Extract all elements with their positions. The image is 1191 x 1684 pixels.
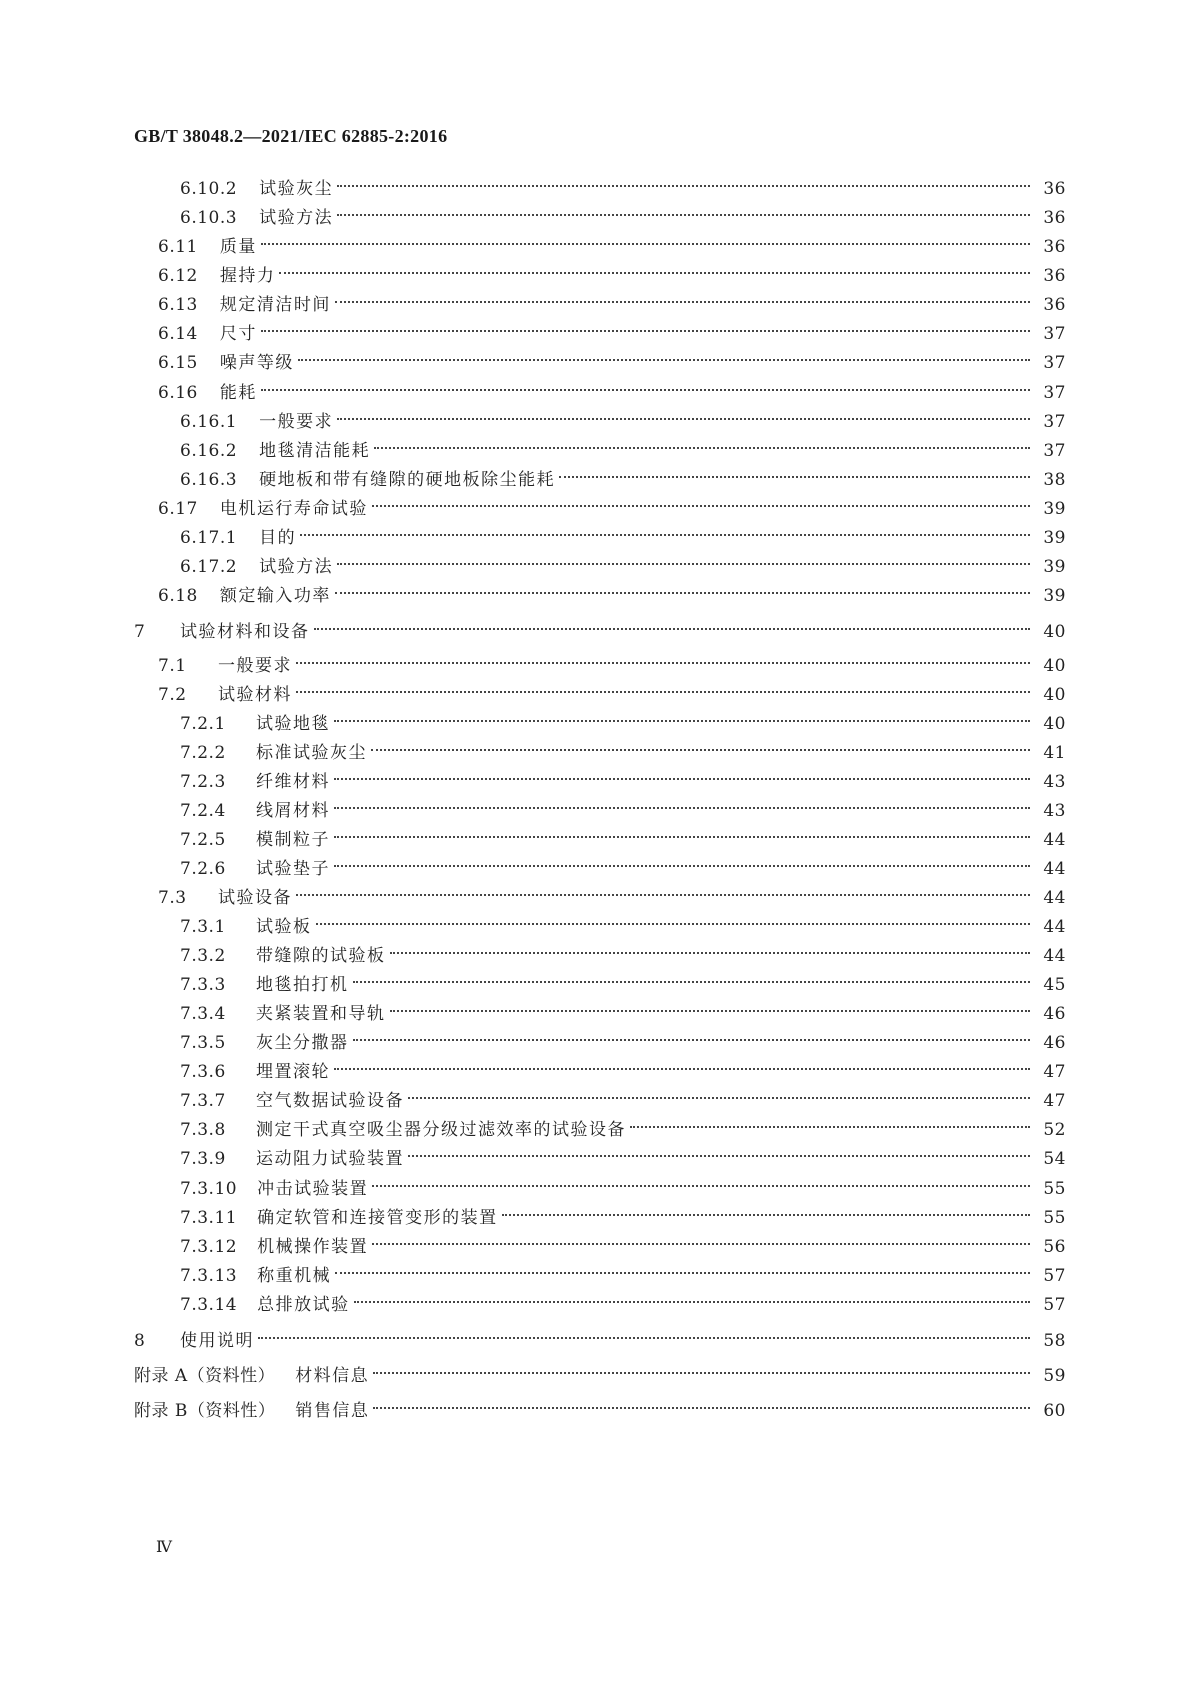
toc-entry-number: 7.3.8 (180, 1120, 226, 1140)
toc-entry[interactable] (180, 430, 1066, 461)
toc-entry-title: 材料信息 (295, 1366, 370, 1386)
toc-entry-leader-dots (261, 313, 1030, 339)
toc-entry-title: 模制粒子 (256, 830, 330, 850)
toc-entry[interactable] (180, 703, 1066, 734)
toc-entry-page: 40 (1043, 714, 1066, 734)
toc-entry-title: 空气数据试验设备 (256, 1091, 404, 1111)
toc-entry[interactable] (158, 645, 1066, 676)
toc-entry-title: 地毯清洁能耗 (259, 441, 371, 461)
toc-entry-page: 36 (1043, 295, 1066, 315)
toc-entry-page: 38 (1043, 470, 1066, 490)
toc-entry-leader-dots (258, 1320, 1030, 1346)
toc-entry-leader-dots (334, 790, 1030, 816)
toc-entry-title: 夹紧装置和导轨 (256, 1004, 386, 1024)
toc-entry[interactable] (180, 1138, 1066, 1169)
toc-entry-title: 灰尘分撒器 (256, 1033, 349, 1053)
toc-entry-title: 确定软管和连接管变形的装置 (257, 1208, 498, 1228)
toc-entry-page: 60 (1043, 1401, 1066, 1421)
toc-entry-page: 36 (1043, 237, 1066, 257)
toc-entry-number: 7.3.1 (180, 917, 226, 937)
toc-entry-number: 6.18 (158, 586, 198, 606)
toc-entry-title: 试验方法 (259, 208, 334, 228)
toc-entry-number: 6.16 (158, 383, 198, 403)
toc-entry-leader-dots (296, 674, 1030, 700)
toc-entry[interactable] (158, 226, 1066, 257)
toc-entry-leader-dots (408, 1138, 1030, 1164)
toc-entry-title: 试验材料和设备 (180, 622, 310, 642)
toc-entry-leader-dots (337, 546, 1030, 572)
toc-entry-title: 噪声等级 (219, 353, 294, 373)
toc-entry[interactable] (180, 401, 1066, 432)
toc-entry-page: 44 (1043, 859, 1066, 879)
toc-entry-page: 45 (1043, 975, 1066, 995)
toc-entry-title: 目的 (259, 528, 297, 548)
toc-entry-leader-dots (335, 1255, 1030, 1281)
toc-entry-number: 7.3.13 (180, 1266, 238, 1286)
toc-entry-page: 40 (1043, 685, 1066, 705)
toc-entry[interactable] (180, 819, 1066, 850)
toc-entry-title: 销售信息 (295, 1401, 370, 1421)
toc-entry-page: 52 (1043, 1120, 1066, 1140)
toc-entry-page: 43 (1043, 801, 1066, 821)
toc-entry-page: 44 (1043, 830, 1066, 850)
toc-entry-title: 试验设备 (218, 888, 292, 908)
toc-entry[interactable] (180, 1197, 1066, 1228)
toc-entry-page: 37 (1043, 383, 1066, 403)
standard-code-header: GB/T 38048.2—2021/IEC 62885-2:2016 (134, 126, 448, 146)
toc-entry[interactable] (158, 284, 1066, 315)
toc-entry[interactable] (180, 906, 1066, 937)
toc-entry-page: 44 (1043, 946, 1066, 966)
toc-entry-title: 埋置滚轮 (256, 1062, 330, 1082)
toc-entry-number: 7.2.1 (180, 714, 226, 734)
toc-entry-number: 6.17 (158, 499, 198, 519)
toc-entry-page: 37 (1043, 412, 1066, 432)
toc-entry-page: 47 (1043, 1062, 1066, 1082)
toc-entry-leader-dots (390, 935, 1031, 961)
toc-entry-page: 37 (1043, 353, 1066, 373)
toc-entry-page: 39 (1043, 499, 1066, 519)
toc-entry-leader-dots (630, 1109, 1030, 1135)
toc-entry-page: 36 (1043, 179, 1066, 199)
toc-entry-number: 7.3 (158, 888, 187, 908)
toc-entry-title: 运动阻力试验装置 (256, 1149, 404, 1169)
toc-entry-leader-dots (390, 993, 1031, 1019)
toc-entry[interactable] (158, 313, 1066, 344)
toc-entry-page: 56 (1043, 1237, 1066, 1257)
toc-entry-number: 6.14 (158, 324, 198, 344)
toc-entry-number: 6.15 (158, 353, 198, 373)
toc-entry[interactable] (180, 761, 1066, 792)
toc-entry-title: 一般要求 (218, 656, 292, 676)
toc-entry-leader-dots (296, 877, 1030, 903)
toc-entry-title: 额定输入功率 (219, 586, 331, 606)
toc-entry-leader-dots (298, 342, 1030, 368)
toc-entry-number: 8 (134, 1331, 146, 1351)
toc-entry[interactable] (134, 611, 1066, 642)
toc-entry-title: 试验材料 (218, 685, 292, 705)
toc-entry-leader-dots (261, 226, 1030, 252)
toc-entry-number: 7.3.14 (180, 1295, 238, 1315)
toc-entry-title: 总排放试验 (257, 1295, 350, 1315)
toc-entry-title: 电机运行寿命试验 (219, 499, 368, 519)
toc-entry-page: 36 (1043, 208, 1066, 228)
toc-entry-leader-dots (372, 1168, 1030, 1194)
toc-entry-title: 规定清洁时间 (219, 295, 331, 315)
toc-entry-page: 55 (1043, 1208, 1066, 1228)
toc-entry-page: 40 (1043, 656, 1066, 676)
toc-entry-leader-dots (279, 255, 1030, 281)
toc-entry-number: 7.2.3 (180, 772, 226, 792)
toc-entry[interactable] (180, 168, 1066, 199)
toc-entry-page: 55 (1043, 1179, 1066, 1199)
toc-entry-page: 58 (1043, 1331, 1066, 1351)
toc-entry-title: 试验灰尘 (259, 179, 334, 199)
toc-entry-leader-dots (353, 964, 1031, 990)
toc-entry[interactable] (180, 848, 1066, 879)
toc-entry-page: 37 (1043, 441, 1066, 461)
toc-entry-page: 41 (1043, 743, 1066, 763)
toc-entry-leader-dots (372, 488, 1030, 514)
toc-entry-number: 7.3.5 (180, 1033, 226, 1053)
toc-entry-number: 附录 A（资料性） (134, 1366, 276, 1386)
toc-entry[interactable] (134, 1320, 1066, 1351)
toc-entry[interactable] (180, 1109, 1066, 1140)
toc-entry-leader-dots (316, 906, 1031, 932)
toc-entry[interactable] (180, 1022, 1066, 1053)
toc-entry-leader-dots (337, 168, 1030, 194)
toc-entry-number: 6.17.1 (180, 528, 238, 548)
toc-entry-title: 质量 (219, 237, 257, 257)
toc-entry-title: 试验地毯 (256, 714, 330, 734)
toc-entry[interactable] (180, 993, 1066, 1024)
toc-entry-number: 7.2.4 (180, 801, 226, 821)
toc-entry-number: 7 (134, 622, 146, 642)
toc-entry-leader-dots (353, 1022, 1031, 1048)
toc-entry-leader-dots (559, 459, 1030, 485)
toc-entry-number: 7.3.4 (180, 1004, 226, 1024)
toc-entry-page: 39 (1043, 528, 1066, 548)
toc-entry-title: 试验方法 (259, 557, 334, 577)
toc-entry-leader-dots (374, 430, 1030, 456)
toc-entry-number: 7.3.11 (180, 1208, 238, 1228)
toc-entry-title: 线屑材料 (256, 801, 330, 821)
toc-entry-number: 7.3.7 (180, 1091, 226, 1111)
toc-entry[interactable] (180, 1168, 1066, 1199)
toc-entry-number: 7.3.2 (180, 946, 226, 966)
toc-entry-title: 使用说明 (180, 1331, 254, 1351)
toc-entry-page: 37 (1043, 324, 1066, 344)
toc-entry[interactable] (158, 575, 1066, 606)
toc-entry[interactable] (180, 732, 1066, 763)
toc-entry-number: 6.17.2 (180, 557, 238, 577)
toc-entry-number: 7.1 (158, 656, 187, 676)
toc-entry-number: 6.16.3 (180, 470, 238, 490)
toc-entry-leader-dots (373, 1390, 1030, 1416)
toc-entry-number: 6.10.2 (180, 179, 238, 199)
page-number: Ⅳ (156, 1539, 172, 1556)
toc-entry-leader-dots (372, 1226, 1030, 1252)
toc-entry-title: 硬地板和带有缝隙的硬地板除尘能耗 (259, 470, 556, 490)
toc-entry-title: 能耗 (219, 383, 257, 403)
toc-entry-title: 一般要求 (259, 412, 334, 432)
toc-entry-title: 纤维材料 (256, 772, 330, 792)
toc-entry-page: 43 (1043, 772, 1066, 792)
toc-entry[interactable] (180, 1226, 1066, 1257)
toc-entry-leader-dots (408, 1080, 1030, 1106)
toc-entry-number: 附录 B（资料性） (134, 1401, 276, 1421)
toc-entry-number: 7.3.12 (180, 1237, 238, 1257)
toc-entry-number: 6.11 (158, 237, 198, 257)
toc-entry[interactable] (158, 877, 1066, 908)
toc-entry-page: 39 (1043, 586, 1066, 606)
toc-entry-title: 冲击试验装置 (257, 1179, 369, 1199)
toc-entry-leader-dots (335, 575, 1030, 601)
toc-entry[interactable] (158, 674, 1066, 705)
toc-entry-page: 36 (1043, 266, 1066, 286)
toc-entry-leader-dots (337, 401, 1030, 427)
toc-entry-page: 46 (1043, 1004, 1066, 1024)
toc-entry-page: 59 (1043, 1366, 1066, 1386)
toc-entry[interactable] (180, 197, 1066, 228)
toc-entry[interactable] (180, 1255, 1066, 1286)
toc-entry-leader-dots (300, 517, 1030, 543)
toc-entry[interactable] (134, 1355, 1066, 1386)
toc-entry-number: 7.2.5 (180, 830, 226, 850)
toc-entry-leader-dots (296, 645, 1030, 671)
toc-entry[interactable] (180, 935, 1066, 966)
toc-entry[interactable] (134, 1390, 1066, 1421)
toc-entry-leader-dots (334, 703, 1030, 729)
toc-entry-title: 试验垫子 (256, 859, 330, 879)
toc-entry[interactable] (180, 459, 1066, 490)
toc-entry-number: 6.13 (158, 295, 198, 315)
toc-entry-title: 称重机械 (257, 1266, 332, 1286)
toc-entry-page: 40 (1043, 622, 1066, 642)
toc-entry-title: 地毯拍打机 (256, 975, 349, 995)
toc-entry-number: 6.16.2 (180, 441, 238, 461)
toc-entry-title: 机械操作装置 (257, 1237, 369, 1257)
toc-entry-leader-dots (502, 1197, 1030, 1223)
toc-entry-page: 57 (1043, 1295, 1066, 1315)
toc-entry[interactable] (180, 1080, 1066, 1111)
toc-entry-title: 握持力 (219, 266, 276, 286)
toc-entry-title: 标准试验灰尘 (256, 743, 367, 763)
toc-entry-title: 测定干式真空吸尘器分级过滤效率的试验设备 (256, 1120, 626, 1140)
toc-entry-leader-dots (371, 732, 1030, 758)
toc-entry-leader-dots (334, 848, 1030, 874)
toc-entry-page: 57 (1043, 1266, 1066, 1286)
toc-entry[interactable] (158, 255, 1066, 286)
toc-entry-number: 7.3.6 (180, 1062, 226, 1082)
toc-entry[interactable] (158, 372, 1066, 403)
toc-entry[interactable] (180, 546, 1066, 577)
toc-entry-number: 6.16.1 (180, 412, 238, 432)
toc-entry-number: 7.3.10 (180, 1179, 238, 1199)
toc-entry-page: 46 (1043, 1033, 1066, 1053)
toc-entry-number: 6.12 (158, 266, 198, 286)
toc-entry-number: 7.2.2 (180, 743, 226, 763)
toc-entry-leader-dots (354, 1284, 1030, 1310)
toc-entry-leader-dots (314, 611, 1031, 637)
toc-entry-title: 尺寸 (219, 324, 257, 344)
toc-entry-leader-dots (337, 197, 1030, 223)
toc-entry-page: 54 (1043, 1149, 1066, 1169)
toc-entry[interactable] (180, 1284, 1066, 1315)
toc-entry-page: 39 (1043, 557, 1066, 577)
toc-entry[interactable] (180, 517, 1066, 548)
toc-entry-title: 试验板 (256, 917, 312, 937)
toc-entry-page: 47 (1043, 1091, 1066, 1111)
toc-entry-number: 7.3.9 (180, 1149, 226, 1169)
toc-entry[interactable] (180, 964, 1066, 995)
toc-entry-leader-dots (334, 819, 1030, 845)
toc-entry-number: 7.3.3 (180, 975, 226, 995)
toc-entry-leader-dots (373, 1355, 1030, 1381)
toc-entry[interactable] (158, 488, 1066, 519)
toc-entry-title: 带缝隙的试验板 (256, 946, 386, 966)
toc-entry-page: 44 (1043, 888, 1066, 908)
toc-entry-leader-dots (334, 761, 1030, 787)
toc-entry-number: 7.2.6 (180, 859, 226, 879)
toc-entry[interactable] (158, 342, 1066, 373)
toc-entry-leader-dots (334, 1051, 1030, 1077)
toc-entry[interactable] (180, 1051, 1066, 1082)
toc-entry[interactable] (180, 790, 1066, 821)
toc-entry-number: 6.10.3 (180, 208, 238, 228)
toc-entry-number: 7.2 (158, 685, 187, 705)
toc-entry-leader-dots (261, 372, 1030, 398)
toc-entry-page: 44 (1043, 917, 1066, 937)
toc-entry-leader-dots (335, 284, 1030, 310)
